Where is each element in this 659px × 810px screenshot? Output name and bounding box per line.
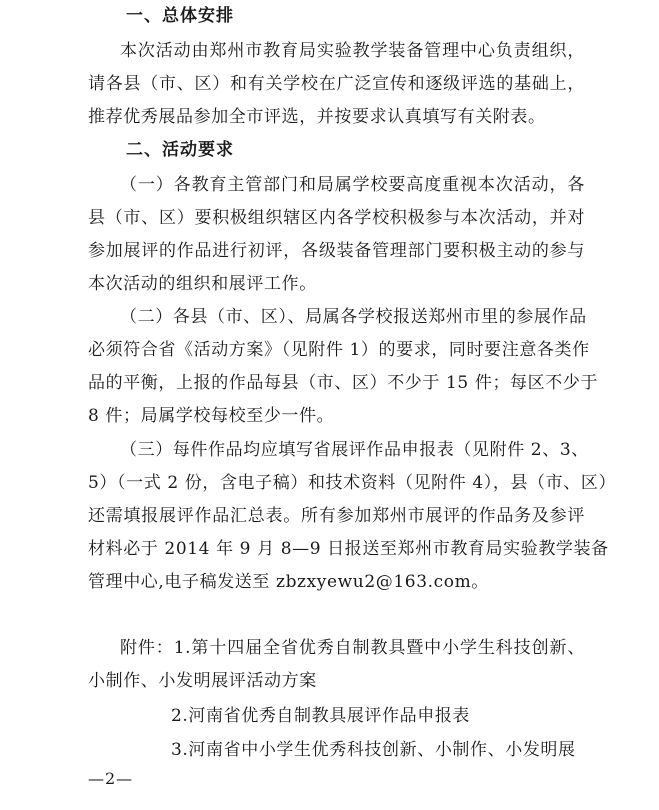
paragraph-line: 参加展评的作品进行初评，各级装备管理部门要积极主动的参与 bbox=[88, 241, 585, 261]
section-heading-overall-arrangement: 一、总体安排 bbox=[126, 6, 234, 26]
attachment-list-line: 2.河南省优秀自制教具展评作品申报表 bbox=[171, 706, 471, 726]
attachment-list-line: 小制作、小发明展评活动方案 bbox=[88, 671, 317, 691]
paragraph-line: 本次活动由郑州市教育局实验教学装备管理中心负责组织， bbox=[120, 41, 585, 61]
paragraph-line: 5）（一式 2 份，含电子稿）和技术资料（见附件 4），县（市、区） bbox=[88, 473, 617, 493]
paragraph-line: （二）各县（市、区）、局属各学校报送郑州市里的参展作品 bbox=[120, 307, 587, 327]
paragraph-line: 管理中心,电子稿发送至 zbzxyewu2@163.com。 bbox=[88, 572, 489, 592]
paragraph-line: 请各县（市、区）和有关学校在广泛宣传和逐级评选的基础上， bbox=[88, 74, 585, 94]
page-number: —2— bbox=[88, 769, 134, 788]
paragraph-line: 材料必于 2014 年 9 月 8—9 日报送至郑州市教育局实验教学装备 bbox=[88, 539, 609, 559]
section-heading-activity-requirements: 二、活动要求 bbox=[126, 140, 234, 160]
paragraph-line: 品的平衡，上报的作品每县（市、区）不少于 15 件；每区不少于 bbox=[88, 373, 599, 393]
paragraph-line: （三）每件作品均应填写省展评作品申报表（见附件 2、3、 bbox=[120, 440, 589, 460]
paragraph-line: 还需填报展评作品汇总表。所有参加郑州市展评的作品务及参评 bbox=[88, 506, 585, 526]
paragraph-line: 8 件；局属学校每校至少一件。 bbox=[88, 406, 335, 426]
paragraph-line: （一）各教育主管部门和局属学校要高度重视本次活动，各 bbox=[120, 175, 585, 195]
attachment-list-line: 3.河南省中小学生优秀科技创新、小制作、小发明展 bbox=[171, 740, 576, 760]
paragraph-line: 推荐优秀展品参加全市评选，并按要求认真填写有关附表。 bbox=[88, 107, 546, 127]
paragraph-line: 本次活动的组织和展评工作。 bbox=[88, 274, 317, 294]
paragraph-line: 县（市、区）要积极组织辖区内各学校积极参与本次活动，并对 bbox=[88, 208, 585, 228]
attachment-list-line: 附件：1.第十四届全省优秀自制教具暨中小学生科技创新、 bbox=[120, 638, 585, 658]
paragraph-line: 必须符合省《活动方案》（见附件 1）的要求，同时要注意各类作 bbox=[88, 340, 590, 360]
